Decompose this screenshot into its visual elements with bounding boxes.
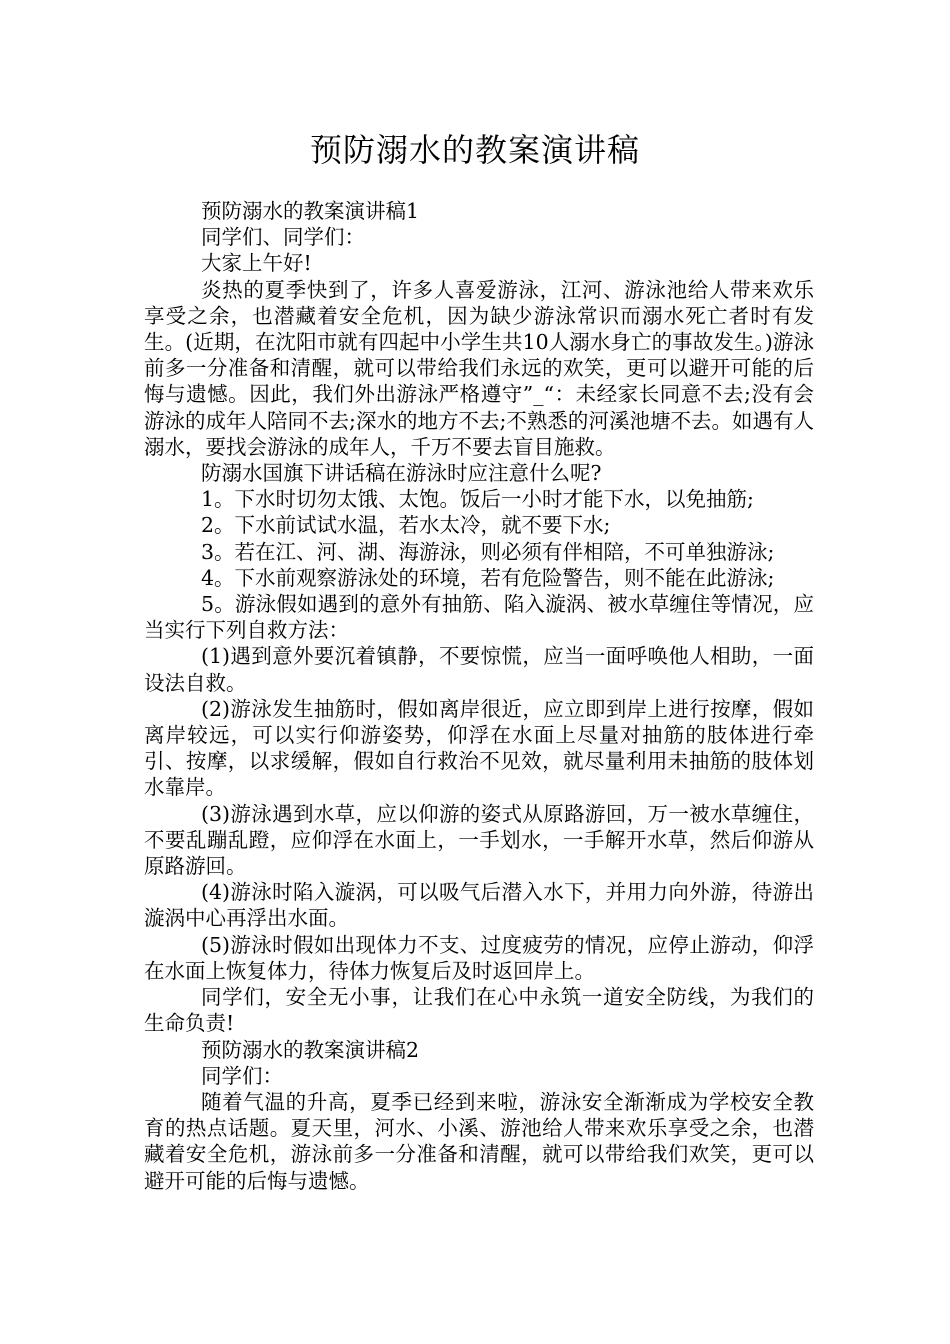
- rule-item-5: 5。游泳假如遇到的意外有抽筋、陷入漩涡、被水草缠住等情况，应当实行下列自救方法：: [144, 592, 814, 643]
- document-title: 预防溺水的教案演讲稿: [309, 131, 640, 169]
- question-line: 防溺水国旗下讲话稿在游泳时应注意什么呢?: [201, 461, 602, 486]
- rescue-step-3: (3)游泳遇到水草，应以仰游的姿式从原路游回，万一被水草缠住，不要乱蹦乱蹬，应仰浮在水面上，一手划水，一手解开水草，然后仰游从原路游回。: [144, 801, 814, 879]
- rule-item-2: 2。下水前试试水温，若水太冷，就不要下水;: [201, 513, 611, 538]
- rescue-step-1: (1)遇到意外要沉着镇静，不要惊慌，应当一面呼唤他人相助，一面设法自救。: [144, 644, 814, 695]
- rescue-step-5: (5)游泳时假如出现体力不支、过度疲劳的情况，应停止游动，仰浮在水面上恢复体力，待体力恢复后及时返回岸上。: [144, 932, 814, 983]
- section-2-paragraph: 随着气温的升高，夏季已经到来啦，游泳安全渐渐成为学校安全教育的热点话题。夏天里，河水、小溪、游池给人带来欢乐享受之余，也潜藏着安全危机，游泳前多一分准备和清醒，就可以带给我们欢笑，更可以避开可能的后悔与遗憾。: [144, 1089, 814, 1193]
- rule-item-1: 1。下水时切勿太饿、太饱。饭后一小时才能下水，以免抽筋;: [201, 487, 754, 512]
- rescue-step-2: (2)游泳发生抽筋时，假如离岸很近，应立即到岸上进行按摩，假如离岸较远，可以实行仰游姿势，仰浮在水面上尽量对抽筋的肢体进行牵引、按摩，以求缓解，假如自行救治不见效，就尽量利用未抽筋的肢体划水靠岸。: [144, 696, 814, 800]
- document-body: [144, 198, 814, 1194]
- closing-paragraph: 同学们，安全无小事，让我们在心中永筑一道安全防线，为我们的生命负责!: [144, 985, 814, 1036]
- section-heading-2: 预防溺水的教案演讲稿2: [201, 1037, 420, 1062]
- intro-paragraph: 炎热的夏季快到了，许多人喜爱游泳，江河、游泳池给人带来欢乐享受之余，也潜藏着安全危机，因为缺少游泳常识而溺水死亡者时有发生。(近期，在沈阳市就有四起中小学生共10人溺水身亡的事故发生。)游泳前多一分准备和清醒，就可以带给我们永远的欢笑，更可以避开可能的后悔与遗憾。因此，我们外出游泳严格遵守”_“：未经家长同意不去;没有会游泳的成年人陪同不去;深水的地方不去;不熟悉的河溪池塘不去。如遇有人溺水，要找会游泳的成年人，千万不要去盲目施救。: [144, 277, 814, 459]
- rescue-step-4: (4)游泳时陷入漩涡，可以吸气后潜入水下，并用力向外游，待游出漩涡中心再浮出水面。: [144, 880, 814, 931]
- salutation-2: 同学们：: [201, 1063, 283, 1088]
- rule-item-3: 3。若在江、河、湖、海游泳，则必须有伴相陪，不可单独游泳;: [201, 539, 775, 564]
- salutation: 同学们、同学们：: [201, 225, 365, 250]
- rule-item-4: 4。下水前观察游泳处的环境，若有危险警告，则不能在此游泳;: [201, 565, 775, 590]
- greeting: 大家上午好!: [201, 251, 312, 276]
- section-heading-1: 预防溺水的教案演讲稿1: [201, 199, 420, 223]
